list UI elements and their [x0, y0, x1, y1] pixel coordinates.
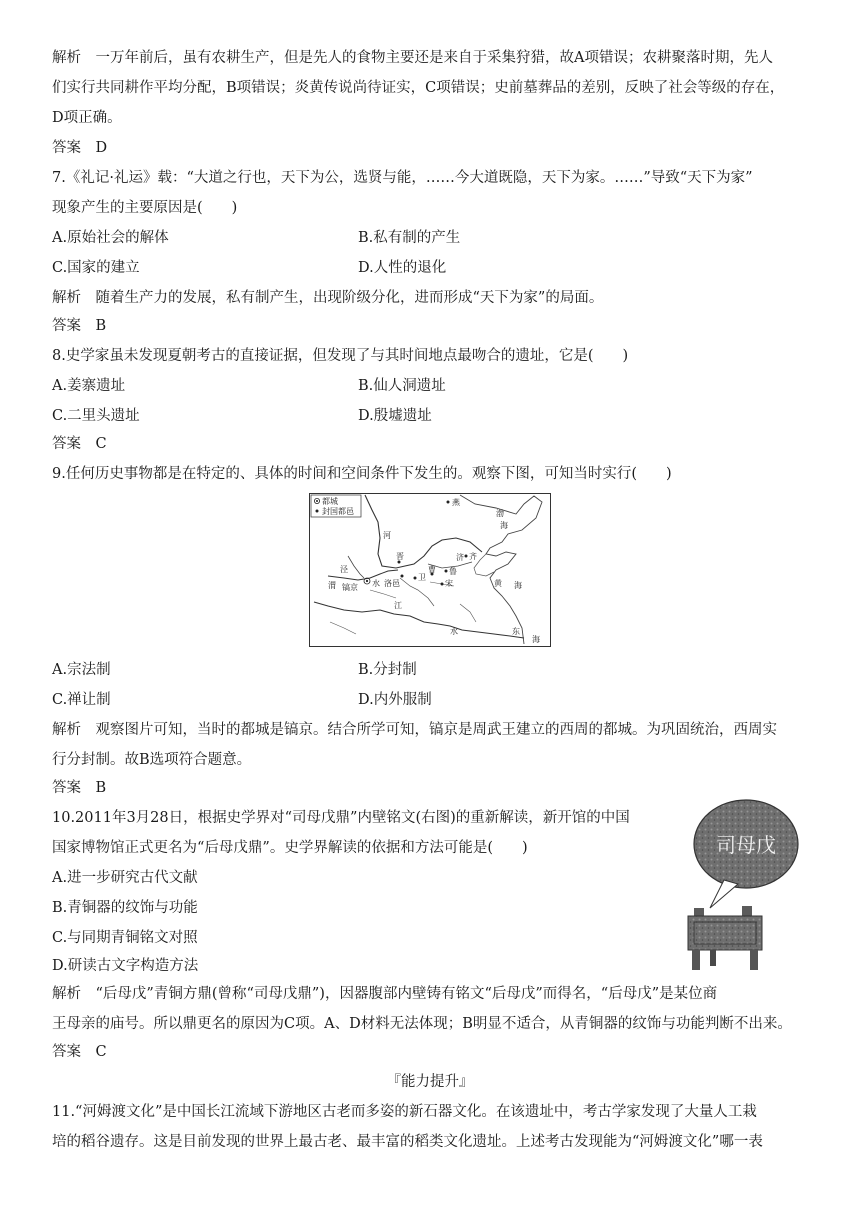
map-label-lu: 鲁 — [449, 567, 457, 576]
option-b: B.私有制的产生 — [358, 230, 461, 246]
map-label-jin: 晋 — [396, 552, 404, 561]
map-label-ji: 济 — [456, 553, 464, 562]
answer-line: 答案 C — [52, 436, 107, 452]
option-b: B.分封制 — [358, 662, 417, 678]
legend-capital-label: 都城 — [322, 497, 338, 506]
map-label-wei-state: 卫 — [418, 573, 426, 582]
map-label-dong: 东 — [512, 627, 520, 636]
section-heading: 『能力提升』 — [386, 1074, 474, 1090]
map-label-huang: 黄 — [494, 579, 502, 588]
explanation-line: 王母亲的庙号。所以鼎更名的原因为C项。A、D材料无法体现；B明显不适合，从青铜器的纹饰与功能判断不出来。 — [52, 1016, 792, 1032]
map-label-yan: 燕 — [452, 498, 460, 507]
map-label-haojing: 镐京 — [342, 583, 358, 592]
option-c: C.与同期青铜铭文对照 — [52, 930, 198, 946]
question-10-stem: 10.2011年3月28日，根据史学界对“司母戊鼎”内壁铭文(右图)的重新解读，新开馆的中国 — [52, 810, 630, 826]
explanation-line: 解析 “后母戊”青铜方鼎(曾称“司母戊鼎”)，因器腹部内壁铸有铭文“后母戊”而得名，“后母戊”是某位商 — [52, 986, 718, 1002]
option-d: D.内外服制 — [358, 692, 432, 708]
question-7-stem: 7.《礼记·礼运》载：“大道之行也，天下为公，选贤与能，……今大道既隐，天下为家。……”导致“天下为家” — [52, 170, 753, 186]
option-c: C.禅让制 — [52, 692, 111, 708]
legend-fief-label: 封国都邑 — [322, 507, 354, 516]
option-b: B.仙人洞遗址 — [358, 378, 446, 394]
map-label-shui2: 水 — [450, 627, 458, 636]
ding-body — [688, 916, 762, 950]
option-c: C.二里头遗址 — [52, 408, 140, 424]
option-d: D.研读古文字构造方法 — [52, 958, 199, 974]
option-a: A.姜寨遗址 — [52, 378, 126, 394]
option-d: D.殷墟遗址 — [358, 408, 432, 424]
map-label-donghai: 海 — [532, 635, 540, 644]
map-label-he: 河 — [383, 531, 391, 540]
option-c: C.国家的建立 — [52, 260, 140, 276]
option-a: A.进一步研究古代文献 — [52, 870, 198, 886]
question-7-stem: 现象产生的主要原因是( ) — [52, 200, 238, 216]
map-label-bo: 渤 — [496, 509, 504, 518]
question-9-stem: 9.任何历史事物都是在特定的、具体的时间和空间条件下发生的。观察下图，可知当时实行( ) — [52, 466, 672, 482]
map-label-luoyi: 洛邑 — [384, 579, 400, 588]
map-label-shui: 水 — [372, 579, 380, 588]
map-label-qi: 齐 — [469, 552, 477, 561]
map-label-bohai: 海 — [500, 521, 508, 530]
question-10-stem: 国家博物馆正式更名为“后母戊鼎”。史学界解读的依据和方法可能是( ) — [52, 840, 528, 856]
inscription-text: 司母戊 — [716, 833, 776, 857]
option-a: A.原始社会的解体 — [52, 230, 169, 246]
option-a: A.宗法制 — [52, 662, 111, 678]
option-d: D.人性的退化 — [358, 260, 447, 276]
option-b: B.青铜器的纹饰与功能 — [52, 900, 198, 916]
map-label-jiang: 江 — [394, 601, 402, 610]
map-label-wei-river: 渭 — [328, 581, 336, 590]
map-label-song: 宋 — [445, 579, 453, 588]
question-11-stem: 11.“河姆渡文化”是中国长江流域下游地区古老而多姿的新石器文化。在该遗址中，考古学家发现了大量人工栽 — [52, 1104, 757, 1120]
explanation-line: 行分封制。故B选项符合题意。 — [52, 752, 252, 768]
explanation-line: 解析 一万年前后，虽有农耕生产，但是先人的食物主要还是来自于采集狩猎，故A项错误；农耕聚落时期，先人 — [52, 50, 773, 66]
explanation-line: 解析 随着生产力的发展，私有制产生，出现阶级分化，进而形成“天下为家”的局面。 — [52, 290, 604, 306]
western-zhou-map — [309, 493, 551, 647]
map-label-jing: 泾 — [340, 565, 348, 574]
yangtze-river — [314, 602, 524, 638]
fief-legend-icon — [316, 510, 319, 513]
houmuwu-ding-figure — [680, 792, 804, 972]
map-label-hai: 海 — [514, 581, 522, 590]
explanation-line: 们实行共同耕作平均分配，B项错误；炎黄传说尚待证实，C项错误；史前墓葬品的差别，反映了社会等级的存在， — [52, 80, 785, 96]
explanation-line: 解析 观察图片可知，当时的都城是镐京。结合所学可知，镐京是周武王建立的西周的都城。为巩固统治，西周实 — [52, 722, 777, 738]
question-11-stem: 培的稻谷遗存。这是目前发现的世界上最古老、最丰富的稻类文化遗址。上述考古发现能为“河姆渡文化”哪一表 — [52, 1134, 763, 1150]
answer-line: 答案 D — [52, 140, 108, 156]
explanation-line: D项正确。 — [52, 110, 122, 126]
map-label-cao: 曹 — [428, 565, 436, 574]
answer-line: 答案 B — [52, 318, 107, 334]
answer-line: 答案 C — [52, 1044, 107, 1060]
answer-line: 答案 B — [52, 780, 107, 796]
question-8-stem: 8.史学家虽未发现夏朝考古的直接证据，但发现了与其时间地点最吻合的遗址，它是( ) — [52, 348, 629, 364]
